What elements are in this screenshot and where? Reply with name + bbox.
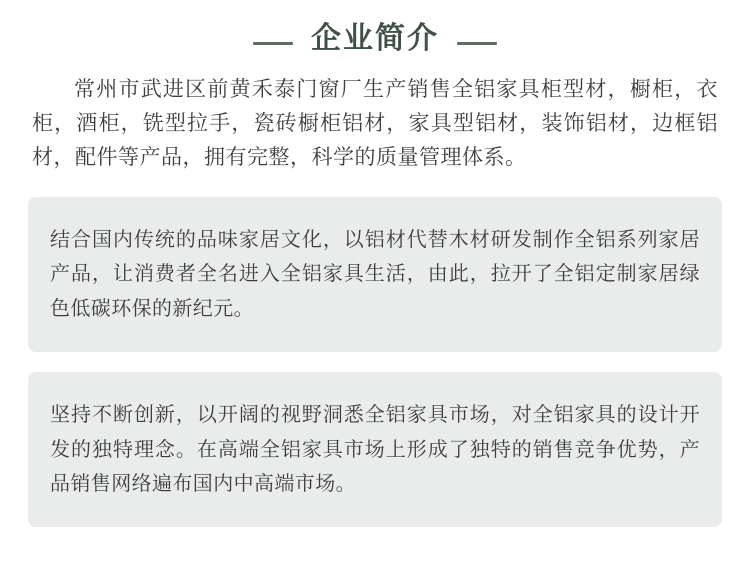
highlight-block-1-text: 结合国内传统的品味家居文化，以铝材代替木材研发制作全铝系列家居产品，让消费者全名进入全铝家具生活，由此，拉开了全铝定制家居绿色低碳环保的新纪元。 (50, 229, 700, 320)
highlight-block-2-text: 坚持不断创新，以开阔的视野洞悉全铝家具市场，对全铝家具的设计开发的独特理念。在高端全铝家具市场上形成了独特的销售竞争优势，产品销售网络遍布国内中高端市场。 (50, 404, 700, 495)
intro-paragraph: 常州市武进区前黄禾泰门窗厂生产销售全铝家具柜型材，橱柜，衣柜，酒柜，铣型拉手，瓷砖橱柜铝材，家具型铝材，装饰铝材，边框铝材，配件等产品，拥有完整，科学的质量管理体系。 (32, 78, 718, 170)
decoration-left-icon (231, 32, 293, 45)
decoration-right-icon (457, 32, 519, 45)
highlight-block-2 (28, 372, 722, 527)
highlight-block-1 (28, 197, 722, 352)
section-header (28, 0, 722, 71)
page-title: 企业简介 (311, 22, 439, 55)
